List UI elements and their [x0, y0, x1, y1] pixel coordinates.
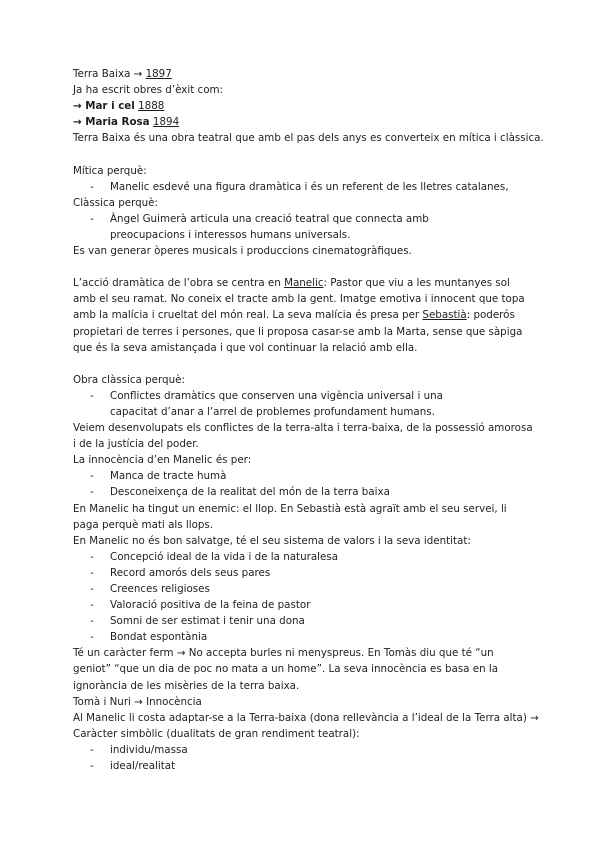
paragraph-line: Caràcter simbòlic (dualitats de gran rendiment teatral): [73, 727, 360, 740]
list-item: - Valoració positiva de la feina de pastor [90, 599, 311, 612]
sebastia-underlined: Sebastià [422, 309, 467, 322]
paragraph-line: Té un caràcter ferm → No accepta burles ni menyspreus. En Tomàs diu que té “un geniot” “que un dia de poc no mata a un home”. La seva innocència es basa en la ignorància de les misèries de la terra baixa. [73, 647, 499, 692]
manelic-underlined: Manelic [284, 277, 324, 290]
paragraph-line: Al Manelic li costa adaptar-se a la Terra-baixa (dona rellevància a l’ideal de la Terra alta) → [73, 711, 539, 724]
innocence-list [73, 468, 533, 500]
duals-list [73, 742, 533, 774]
list-item: - Bondat espontània [90, 631, 208, 644]
list-item: - individu/massa [90, 743, 188, 756]
list-item: - Creences religioses [90, 583, 210, 595]
year-1894: 1894 [152, 116, 180, 129]
year-1897: 1897 [145, 68, 172, 80]
bullet-item: - Conflictes dramàtics que conserven una vigència universal i una capacitat d’anar a l’arrel de problemes profundament humans. [90, 389, 443, 418]
classica-heading: Clàssica perquè: [73, 196, 158, 209]
list-item: - Record amorós dels seus pares [90, 566, 271, 579]
year-1888: 1888 [138, 100, 165, 113]
list-item: - Concepció ideal de la vida i de la naturalesa [90, 550, 339, 563]
paragraph-line: En Manelic ha tingut un enemic: el llop. En Sebastià està agraït amb el seu servei, li paga perquè mati als llops. [73, 502, 507, 531]
list-item: - Desconeixença de la realitat del món de la terra baixa [90, 486, 390, 499]
obra-classica-heading: Obra clàssica perquè: [73, 373, 185, 386]
intro-line: Ja ha escrit obres d’èxit com: [73, 84, 223, 97]
list-item: - Somni de ser estimat i tenir una dona [90, 615, 305, 628]
paragraph-line: Es van generar òperes musicals i produccions cinematogràfiques. [73, 245, 412, 258]
paragraph-line: Tomà i Nuri → Innocència [73, 695, 202, 708]
title-line [73, 66, 533, 82]
work-title: Mar i cel [85, 100, 135, 113]
bullet-item: - Manelic esdevé una figura dramàtica i és un referent de les lletres catalanes, [90, 180, 509, 193]
paragraph-accio: L’acció dramàtica de l’obra se centra en Manelic: Pastor que viu a les muntanyes sol amb el seu ramat. No coneix el tracte amb la gent. Imatge emotiva i innocent que topa amb la malícia i crueltat del món real. La seva malícia és presa per Sebastià: poderós propietari de terres i persones, que li proposa casar-se amb la Marta, sense que sàpiga que és la seva amistançada i que vol continuar la relació amb ella. [73, 277, 525, 354]
bullet-item: - Àngel Guimerà articula una creació teatral que connecta amb preocupacions i interessos humans universals. [90, 212, 429, 241]
title-text: Terra Baixa → [73, 68, 146, 80]
work-mar-i-cel: → Mar i cel 1888 [73, 100, 165, 113]
mitica-heading: Mítica perquè: [73, 164, 147, 177]
values-list [73, 549, 533, 646]
paragraph-line: Terra Baixa és una obra teatral que amb el pas dels anys es converteix en mítica i clàssica. [73, 132, 544, 145]
paragraph-line: Veiem desenvolupats els conflictes de la terra-alta i terra-baixa, de la possessió amorosa i de la justícia del poder. [73, 422, 533, 451]
list-item: - Manca de tracte humà [90, 470, 227, 483]
list-item: - ideal/realitat [90, 760, 176, 773]
document-page [73, 66, 544, 774]
work-title: Maria Rosa [85, 116, 150, 129]
innocencia-heading: La innocència d’en Manelic és per: [73, 454, 252, 467]
values-heading: En Manelic no és bon salvatge, té el seu sistema de valors i la seva identitat: [73, 534, 471, 547]
work-maria-rosa: → Maria Rosa 1894 [73, 116, 180, 129]
